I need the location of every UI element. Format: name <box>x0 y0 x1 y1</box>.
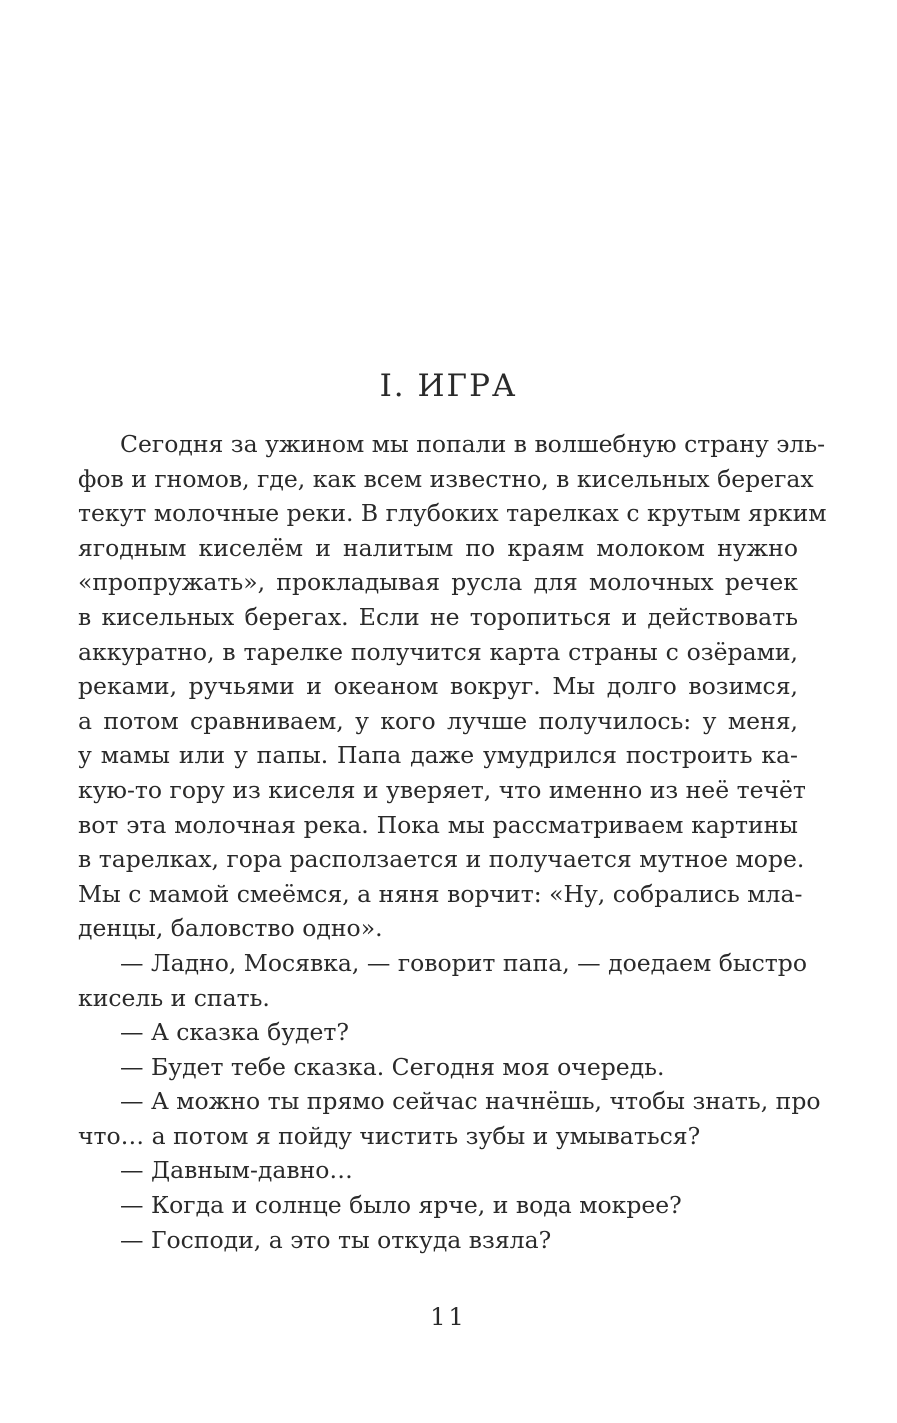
page-number: 11 <box>430 1303 467 1331</box>
text-line: что… а потом я пойду чистить зубы и умываться? <box>78 1121 701 1150</box>
text-line: — А можно ты прямо сейчас начнёшь, чтобы знать, про <box>120 1087 821 1116</box>
text-line: денцы, баловство одно». <box>78 914 383 943</box>
text-line: реками, ручьями и океаном вокруг. Мы долго возимся, <box>78 672 798 701</box>
text-line: кисель и спать. <box>78 983 270 1012</box>
body-text <box>78 427 827 1257</box>
text-line: — Будет тебе сказка. Сегодня моя очередь. <box>120 1052 665 1081</box>
text-line: — Ладно, Мосявка, — говорит папа, — доедаем быстро <box>120 948 807 977</box>
text-line: Мы с мамой смеёмся, а няня ворчит: «Ну, собрались мла- <box>78 879 803 908</box>
text-line: у мамы или у папы. Папа даже умудрился построить ка- <box>78 741 798 770</box>
text-line: Сегодня за ужином мы попали в волшебную страну эль- <box>120 430 826 458</box>
text-line: — Когда и солнце было ярче, и вода мокрее? <box>120 1191 682 1220</box>
text-line: — А сказка будет? <box>120 1018 350 1047</box>
text-line: вот эта молочная река. Пока мы рассматриваем картины <box>78 810 798 839</box>
text-line: — Давным-давно… <box>120 1156 353 1185</box>
text-line: в тарелках, гора расползается и получается мутное море. <box>78 845 805 874</box>
text-line: аккуратно, в тарелке получится карта страны с озёрами, <box>78 637 798 666</box>
chapter-title: I. ИГРА <box>379 368 518 404</box>
text-line: а потом сравниваем, у кого лучше получилось: у меня, <box>78 706 798 735</box>
text-line: текут молочные реки. В глубоких тарелках с крутым ярким <box>78 499 827 528</box>
text-line: — Господи, а это ты откуда взяла? <box>120 1225 552 1254</box>
text-line: в кисельных берегах. Если не торопиться и действовать <box>78 602 798 631</box>
text-line: «пропружать», прокладывая русла для молочных речек <box>78 568 798 597</box>
text-line: фов и гномов, где, как всем известно, в кисельных берегах <box>78 464 814 493</box>
text-line: кую-то гору из киселя и уверяет, что именно из неё течёт <box>78 775 806 804</box>
text-line: ягодным киселём и налитым по краям молоком нужно <box>78 533 798 562</box>
